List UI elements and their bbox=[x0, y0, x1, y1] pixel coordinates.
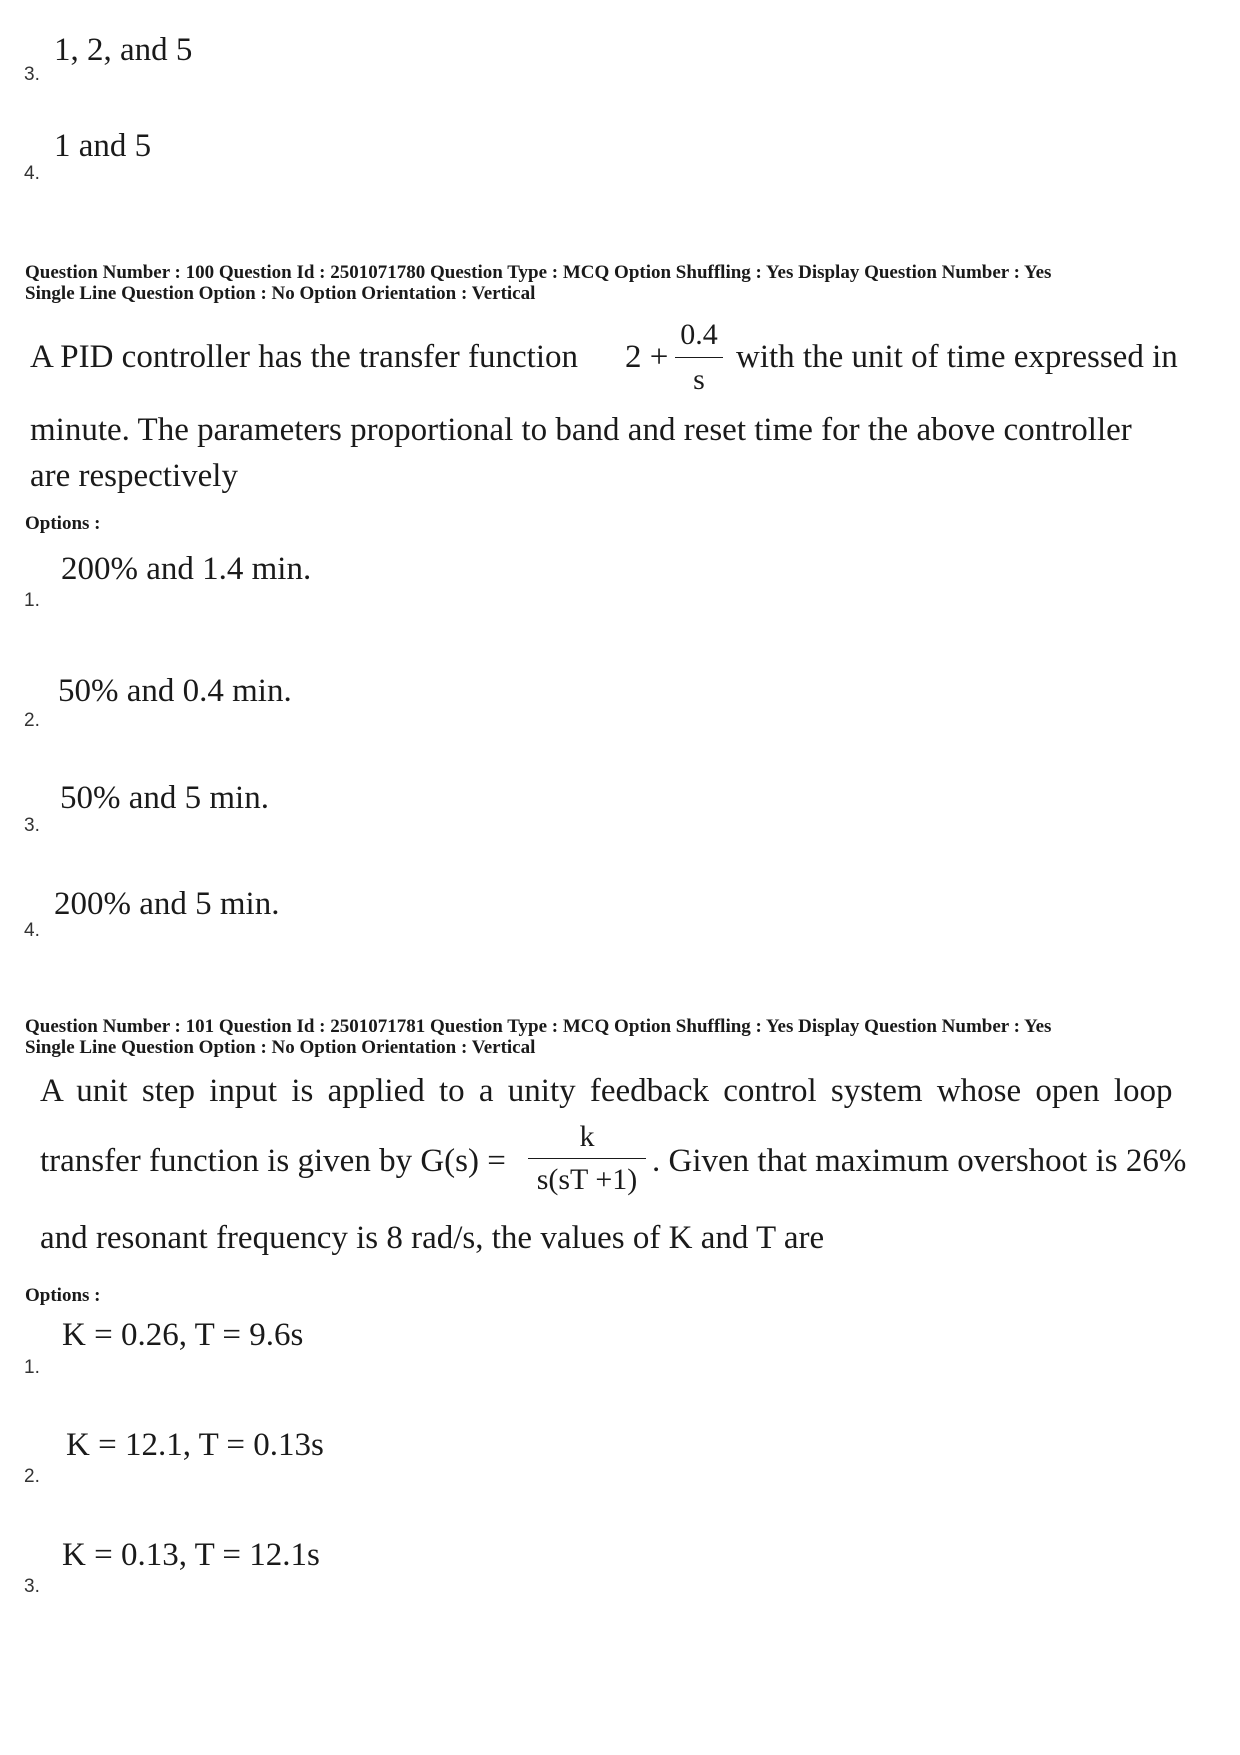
option-text[interactable]: 50% and 5 min. bbox=[60, 780, 269, 816]
option-number: 3. bbox=[24, 1576, 40, 1597]
question-text: with the unit of time expressed in bbox=[736, 339, 1178, 375]
option-text[interactable]: 200% and 1.4 min. bbox=[61, 551, 312, 587]
option-text[interactable]: 200% and 5 min. bbox=[54, 886, 280, 922]
question-text: . Given that maximum overshoot is 26% bbox=[652, 1143, 1187, 1179]
question-meta-line: Single Line Question Option : No Option Orientation : Vertical bbox=[25, 283, 536, 304]
question-text: minute. The parameters proportional to band and reset time for the above controller bbox=[30, 412, 1132, 448]
option-number: 3. bbox=[24, 815, 40, 836]
question-text: A PID controller has the transfer function bbox=[30, 339, 579, 375]
option-text[interactable]: 1 and 5 bbox=[54, 128, 152, 164]
fraction-denominator: s bbox=[693, 363, 705, 396]
option-number: 4. bbox=[24, 163, 40, 184]
option-number: 2. bbox=[24, 710, 40, 731]
fraction-numerator: k bbox=[579, 1120, 595, 1153]
fraction bbox=[675, 318, 723, 397]
option-text[interactable]: K = 12.1, T = 0.13s bbox=[66, 1427, 324, 1463]
options-label: Options : bbox=[25, 1285, 101, 1306]
fraction-bar bbox=[675, 357, 723, 358]
question-meta-line: Single Line Question Option : No Option Orientation : Vertical bbox=[25, 1037, 536, 1058]
question-text: transfer function is given by G(s) = bbox=[40, 1143, 506, 1179]
options-label: Options : bbox=[25, 513, 101, 534]
option-number: 2. bbox=[24, 1466, 40, 1487]
question-text: A unit step input is applied to a unity feedback control system whose open loop bbox=[40, 1073, 1173, 1109]
formula-term: 2 + bbox=[625, 339, 669, 375]
option-text[interactable]: 1, 2, and 5 bbox=[54, 32, 193, 68]
fraction bbox=[528, 1120, 646, 1197]
question-text: are respectively bbox=[30, 458, 238, 494]
option-number: 4. bbox=[24, 920, 40, 941]
question-meta-line: Question Number : 101 Question Id : 2501071781 Question Type : MCQ Option Shuffling : Yes Display Question Number : Yes bbox=[25, 1016, 1052, 1037]
fraction-bar bbox=[528, 1158, 646, 1159]
option-text[interactable]: K = 0.13, T = 12.1s bbox=[62, 1537, 320, 1573]
option-number: 1. bbox=[24, 590, 40, 611]
question-text: and resonant frequency is 8 rad/s, the values of K and T are bbox=[40, 1220, 825, 1256]
fraction-denominator: s(sT +1) bbox=[536, 1163, 638, 1196]
fraction-numerator: 0.4 bbox=[680, 318, 718, 351]
option-number: 1. bbox=[24, 1357, 40, 1378]
option-number: 3. bbox=[24, 64, 40, 85]
question-meta-line: Question Number : 100 Question Id : 2501071780 Question Type : MCQ Option Shuffling : Yes Display Question Number : Yes bbox=[25, 262, 1052, 283]
option-text[interactable]: K = 0.26, T = 9.6s bbox=[62, 1317, 304, 1353]
option-text[interactable]: 50% and 0.4 min. bbox=[58, 673, 292, 709]
